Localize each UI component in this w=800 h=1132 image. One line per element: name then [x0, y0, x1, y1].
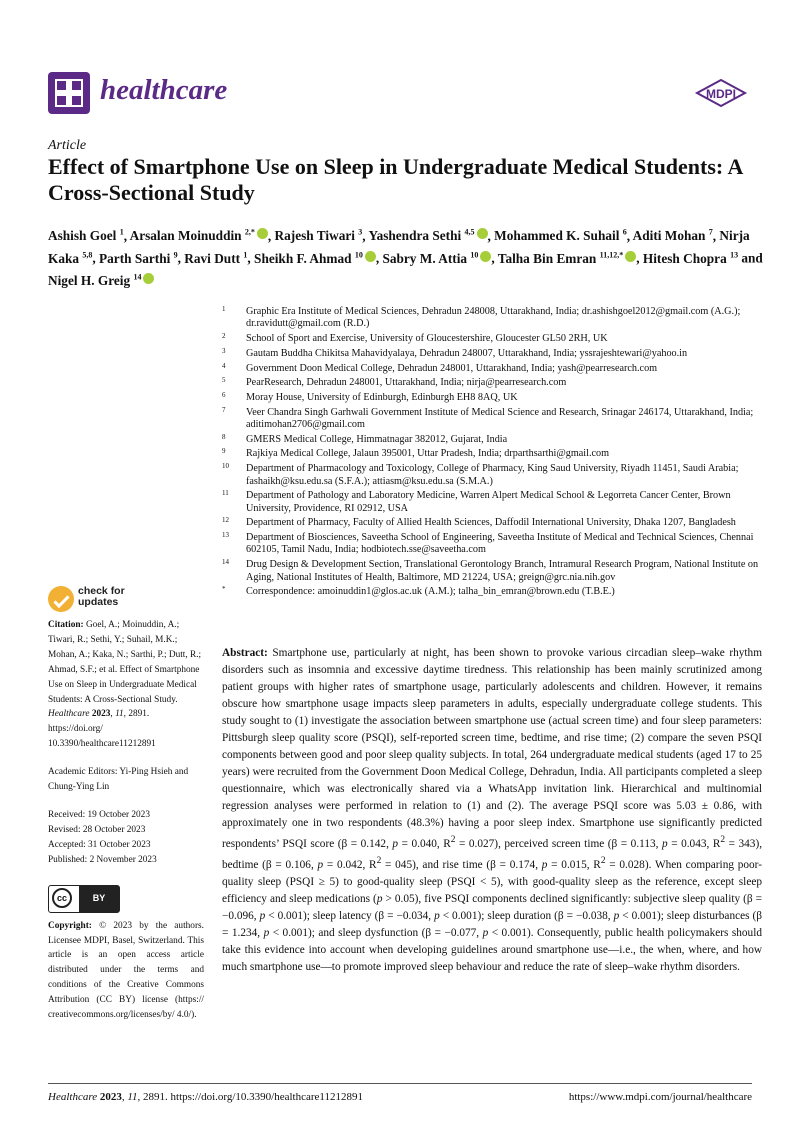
orcid-icon[interactable]	[477, 228, 488, 239]
cc-by-license-icon[interactable]: cc BY	[48, 885, 120, 913]
affiliation-item	[222, 490, 762, 515]
author-name: Arsalan Moinuddin $^{2,*}$	[129, 228, 255, 244]
journal-name: healthcare	[100, 74, 228, 106]
footer-divider	[48, 1083, 752, 1084]
affiliation-number: 14	[222, 558, 229, 567]
author-name: Aditi Mohan $^7$	[632, 228, 713, 244]
affiliation-number: 5	[222, 376, 226, 385]
page-title: Effect of Smartphone Use on Sleep in Undergraduate Medical Students: A Cross-Sectional Study	[48, 154, 743, 205]
author-name: Talha Bin Emran $^{11,12,*}$	[497, 250, 624, 266]
footer-journal-link[interactable]: https://www.mdpi.com/journal/healthcare	[568, 1091, 752, 1103]
orcid-icon[interactable]	[143, 273, 154, 284]
affiliation-text: Government Doon Medical College, Dehradun 248001, Uttarakhand, India; yash@pearresearch.com	[246, 362, 658, 374]
sidebar	[48, 618, 204, 1023]
author-name: Nirja Kaka $^{5,8}$	[48, 228, 750, 266]
affiliation-item	[222, 392, 762, 404]
received-date: Received: 19 October 2023	[48, 809, 150, 820]
affiliation-text: Drug Design & Development Section, Translational Gerontology Branch, Intramural Research Program, National Institute on Aging, National Institutes of Health, Baltimore, MD 21224, USA; greign@grc.nia.nih.gov	[246, 559, 759, 583]
author-name: Rajesh Tiwari $^3$	[274, 228, 363, 244]
affiliation-number: 10	[222, 462, 229, 471]
affiliation-item	[222, 532, 762, 557]
author-affiliation-marker: 5,8	[82, 250, 93, 260]
author-name: Nigel H. Greig $^{14}$	[48, 272, 142, 289]
copyright-notice: Copyright: © 2023 by the authors. Licensee MDPI, Basel, Switzerland. This article is an open access article distributed under the terms and conditions of the Creative Commons Attribution (CC BY) license (https:// creativecommons.org/licenses/by/ 4.0/).	[48, 920, 204, 1021]
affiliation-text: Department of Pathology and Laboratory Medicine, Warren Alpert Medical School & Legorreta Cancer Center, Brown University, Providence, RI 02912, USA	[246, 490, 731, 514]
affiliation-text: Department of Biosciences, Saveetha School of Engineering, Saveetha Institute of Medical and Technical Sciences, Chennai 602105, Tamil Nadu, India; hodbiotech.sse@saveetha.com	[246, 532, 754, 556]
footer-citation: Healthcare 2023, 11, 2891. https://doi.org/10.3390/healthcare11212891	[48, 1091, 363, 1103]
author-name: Ravi Dutt $^1$	[184, 250, 248, 266]
affiliation-text: Rajkiya Medical College, Jalaun 395001, Uttar Pradesh, India; drparthsarthi@gmail.com	[246, 448, 610, 460]
affiliation-number: 3	[222, 346, 226, 355]
affiliation-number: 12	[222, 516, 229, 525]
author-list: Ashish Goel $^1$, Arsalan Moinuddin $^{2,*}$ , Rajesh Tiwari $^3$, Yashendra Sethi $^{4,5}$ , Mohammed K. Suhail $^6$, Aditi Mohan $^7$, Nirja Kaka $^{5,8}$, Parth Sarthi $^9$, Ravi Dutt $^1$, Sheikh F. Ahmad $^{10}$ , Sabry M. Attia $^{10}$ , Talha Bin Emran $^{11,12,*}$ , Hitesh Chopra $^{13}$ and Nigel H. Greig $^{14}$	[48, 228, 763, 289]
affiliation-number: 1	[222, 305, 226, 313]
affiliation-number: 6	[222, 390, 226, 399]
publisher-name: MDPI	[706, 87, 736, 101]
author-affiliation-marker: 7	[708, 228, 713, 237]
abstract-text: Smartphone use, particularly at night, has been shown to provoke various circadian sleep–wake rhythm disorders such as insomnia and excessive daytime tiredness. This relationship has been mainly scrutinized among patient groups with higher rates of smartphone usage, particularly adolescents and children. However, it remains obscure how smartphone usage impacts sleep parameters in adults, especially undergraduate college students. This study sought to (1) investigate the association between smartphone use (actual screen time) and four sleep parameters: Pittsburgh sleep quality score (PSQI), self-reported screen time, bedtime, and rise time; (2) compare the seven PSQI components between good and poor sleep quality subjects. In total, 264 undergraduate medical students (aged 17 to 25 years) were recruited from the Government Doon Medical College, Dehradun, India. All participants completed a sleep questionnaire, which was electronically shared via a WhatsApp invitation link. Hierarchical and multinomial regression analyses were performed in relation to (1) and (2). The average PSQI score was 5.03 ± 0.86, with approximately one in two respondents (48.3%) having a poor sleep index. Smartphone use significantly predicted respondents’ PSQI score (β = 0.142, p = 0.040, $R^2 = 0.027$), perceived screen time (β = 0.113, p = 0.043, $R^2 = 343$), bedtime (β = 0.106, p = 0.042, $R^2 = 045$), and rise time (β = 0.174, p = 0.015, $R^2 = 0.028$). When comparing poor-quality sleep (PSQI ≥ 5) to good-quality sleep (PSQI < 5), with good-quality sleep as the reference, except sleep efficiency and sleep medications (p > 0.05), five PSQI components declined significantly: subjective sleep quality (β = −0.096, p < 0.001); sleep latency (β = −0.034, p < 0.001); sleep duration (β = −0.038, p < 0.001); sleep disturbances (β = 1.234, p < 0.001); and sleep dysfunction (β = −0.077, p < 0.001). Consequently, public health policymakers should take this evidence into account when developing guidelines around smartphone use—i.e., the when, where, and how much smartphone use—to promote improved sleep behaviour and reduce the rate of sleep–wake rhythm disorders.	[222, 647, 763, 973]
academic-editors: Academic Editors: Yi-Ping Hsieh and Chung-Ying Lin	[48, 767, 189, 793]
affiliation-item	[222, 407, 762, 432]
affiliation-text: School of Sport and Exercise, University of Gloucestershire, Gloucester GL50 2RH, UK	[246, 333, 608, 345]
accepted-date: Accepted: 31 October 2023	[48, 839, 151, 850]
affiliation-item	[222, 306, 762, 331]
author-affiliation-marker: 1	[243, 250, 248, 260]
affiliation-number: 4	[222, 361, 226, 370]
author-name: Sheikh F. Ahmad $^{10}$	[254, 250, 363, 266]
affiliation-number: *	[222, 585, 226, 594]
affiliation-number: 11	[222, 489, 229, 498]
journal-logo-icon	[48, 72, 90, 114]
author-affiliation-marker: 9	[173, 250, 178, 260]
affiliation-list	[222, 306, 762, 601]
author-name: Mohammed K. Suhail $^6$	[494, 228, 627, 244]
author-affiliation-marker: 2,*	[244, 228, 255, 237]
check-icon	[48, 586, 74, 612]
abstract-label: Abstract:	[222, 647, 268, 659]
author-name: Parth Sarthi $^9$	[99, 250, 178, 266]
affiliation-text: Department of Pharmacology and Toxicology, College of Pharmacy, King Saud University, Riyadh 11451, Saudi Arabia; fashaikh@ksu.edu.sa (S.F.A.); attiasm@ksu.edu.sa (S.M.A.)	[246, 463, 739, 487]
author-affiliation-marker: 13	[730, 250, 739, 260]
author-name: Sabry M. Attia $^{10}$	[382, 250, 479, 266]
author-affiliation-marker: 3	[358, 228, 363, 237]
affiliation-text: Gautam Buddha Chikitsa Mahavidyalaya, Dehradun 248007, Uttarakhand, India; yssrajeshtewari@yahoo.in	[246, 347, 688, 359]
author-affiliation-marker: 10	[470, 250, 479, 260]
article-type: Article	[48, 138, 87, 153]
orcid-icon[interactable]	[625, 251, 636, 262]
affiliation-item	[222, 348, 762, 360]
author-name: Hitesh Chopra $^{13}$	[642, 250, 739, 266]
abstract	[222, 645, 762, 976]
affiliation-number: 13	[222, 531, 229, 540]
affiliation-text: Department of Pharmacy, Faculty of Allied Health Sciences, Daffodil International University, Dhaka 1207, Bangladesh	[246, 517, 736, 529]
orcid-icon[interactable]	[480, 251, 491, 262]
affiliation-text: Moray House, University of Edinburgh, Edinburgh EH8 8AQ, UK	[246, 391, 518, 403]
affiliation-text: Correspondence: amoinuddin1@glos.ac.uk (A.M.); talha_bin_emran@brown.edu (T.B.E.)	[246, 586, 615, 598]
author-affiliation-marker: 1	[119, 228, 124, 237]
author-affiliation-marker: 14	[133, 272, 142, 282]
author-affiliation-marker: 6	[622, 228, 627, 237]
author-name: Ashish Goel $^1$	[48, 228, 124, 244]
affiliation-item	[222, 559, 762, 584]
affiliation-item	[222, 363, 762, 375]
revised-date: Revised: 28 October 2023	[48, 824, 146, 835]
affiliation-item	[222, 517, 762, 529]
affiliation-number: 7	[222, 405, 226, 414]
affiliation-text: Graphic Era Institute of Medical Sciences, Dehradun 248008, Uttarakhand, India; dr.ashishgoel2012@gmail.com (A.G.); dr.ravidutt@gmail.com (R.D.)	[246, 306, 741, 330]
affiliation-item	[222, 333, 762, 345]
affiliation-number: 2	[222, 332, 226, 341]
published-date: Published: 2 November 2023	[48, 854, 157, 865]
affiliation-item	[222, 434, 762, 446]
affiliation-item	[222, 586, 762, 598]
author-affiliation-marker: 11,12,*	[599, 250, 624, 260]
author-name: Yashendra Sethi $^{4,5}$	[368, 228, 475, 244]
affiliation-text: GMERS Medical College, Himmatnagar 382012, Gujarat, India	[246, 433, 508, 445]
check-for-updates-label: check for updates	[78, 585, 125, 608]
mdpi-logo-icon	[693, 79, 749, 109]
affiliation-text: Veer Chandra Singh Garhwali Government Institute of Medical Science and Research, Srinagar 246174, Uttarakhand, India; aditimohan2706@gmail.com	[246, 406, 754, 431]
affiliation-text: PearResearch, Dehradun 248001, Uttarakhand, India; nirja@pearresearch.com	[246, 377, 567, 389]
orcid-icon[interactable]	[365, 251, 376, 262]
affiliation-number: 9	[222, 447, 226, 456]
author-affiliation-marker: 10	[354, 250, 363, 260]
affiliation-item	[222, 377, 762, 389]
citation: Citation: Goel, A.; Moinuddin, A.; Tiwari, R.; Sethi, Y.; Suhail, M.K.; Mohan, A.; Kaka, N.; Sarthi, P.; Dutt, R.; Ahmad, S.F.; et al. Effect of Smartphone Use on Sleep in Undergraduate Medical Students: A Cross-Sectional Study. Healthcare 2023, 11, 2891. https://doi.org/ 10.3390/healthcare11212891	[48, 620, 202, 750]
author-affiliation-marker: 4,5	[464, 228, 475, 237]
affiliation-item	[222, 448, 762, 460]
orcid-icon[interactable]	[257, 228, 268, 239]
affiliation-item	[222, 463, 762, 488]
affiliation-number: 8	[222, 432, 226, 441]
